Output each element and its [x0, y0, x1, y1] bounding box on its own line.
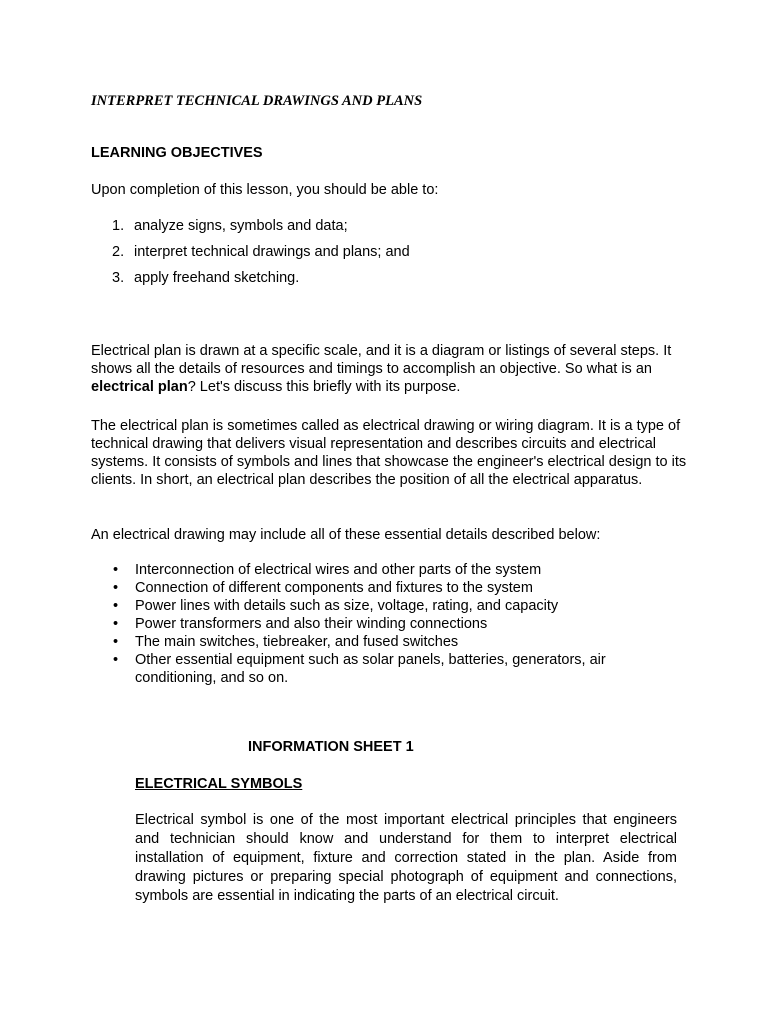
list-item	[91, 561, 651, 579]
list-item-text: Power lines with details such as size, voltage, rating, and capacity	[135, 598, 559, 614]
list-item	[91, 651, 651, 687]
paragraph-text: Electrical plan is drawn at a specific scale, and it is a diagram or listings of several steps. It shows all the details of resources and timings to accomplish an objective. So what is an	[91, 343, 672, 377]
information-sheet-heading: INFORMATION SHEET 1	[248, 739, 414, 755]
list-item-text: Interconnection of electrical wires and other parts of the system	[135, 562, 542, 578]
bullet-icon: •	[113, 634, 119, 650]
objectives-list	[91, 217, 410, 295]
list-item	[91, 579, 651, 597]
list-number: 1.	[112, 218, 125, 234]
list-item-text: The main switches, tiebreaker, and fused switches	[135, 634, 459, 650]
list-item	[91, 615, 651, 633]
bullet-icon: •	[113, 652, 119, 668]
objectives-intro: Upon completion of this lesson, you should be able to:	[91, 182, 439, 198]
document-title: INTERPRET TECHNICAL DRAWINGS AND PLANS	[91, 93, 423, 109]
list-number: 3.	[112, 270, 125, 286]
electrical-symbols-paragraph: Electrical symbol is one of the most important electrical principles that engineers and technician should know and understand for them to interpret electrical installation of equipment, fixture and correction stated in the plan. Aside from drawing pictures or preparing special photograph of equipment and connections, symbols are essential in indicating the parts of an electrical circuit.	[135, 812, 677, 904]
electrical-drawing-paragraph: The electrical plan is sometimes called as electrical drawing or wiring diagram. It is a type of technical drawing that delivers visual representation and describes circuits and electrical systems. It consists of symbols and lines that showcase the engineer's electrical design to its clients. In short, an electrical plan describes the position of all the electrical apparatus.	[91, 418, 687, 488]
list-item-text: Connection of different components and fixtures to the system	[135, 580, 533, 596]
electrical-symbols-heading: ELECTRICAL SYMBOLS	[135, 776, 303, 792]
bullet-icon: •	[113, 562, 119, 578]
list-item-text: Other essential equipment such as solar panels, batteries, generators, air conditioning, and so on.	[135, 652, 606, 686]
list-item-text: analyze signs, symbols and data;	[134, 218, 348, 234]
details-list	[91, 561, 651, 687]
bullet-icon: •	[113, 616, 119, 632]
paragraph-text: ? Let's discuss this briefly with its purpose.	[187, 379, 461, 395]
list-item-text: interpret technical drawings and plans; and	[134, 244, 410, 260]
list-item	[91, 269, 410, 295]
learning-objectives-heading: LEARNING OBJECTIVES	[91, 145, 263, 161]
list-item-text: Power transformers and also their winding connections	[135, 616, 488, 632]
list-item	[91, 217, 410, 243]
list-item	[91, 243, 410, 269]
electrical-plan-paragraph	[91, 342, 691, 396]
list-number: 2.	[112, 244, 125, 260]
list-item-text: apply freehand sketching.	[134, 270, 300, 286]
bullet-icon: •	[113, 598, 119, 614]
list-item	[91, 633, 651, 651]
list-item	[91, 597, 651, 615]
bold-term: electrical plan	[91, 379, 188, 395]
essential-details-intro: An electrical drawing may include all of these essential details described below:	[91, 527, 601, 543]
bullet-icon: •	[113, 580, 119, 596]
